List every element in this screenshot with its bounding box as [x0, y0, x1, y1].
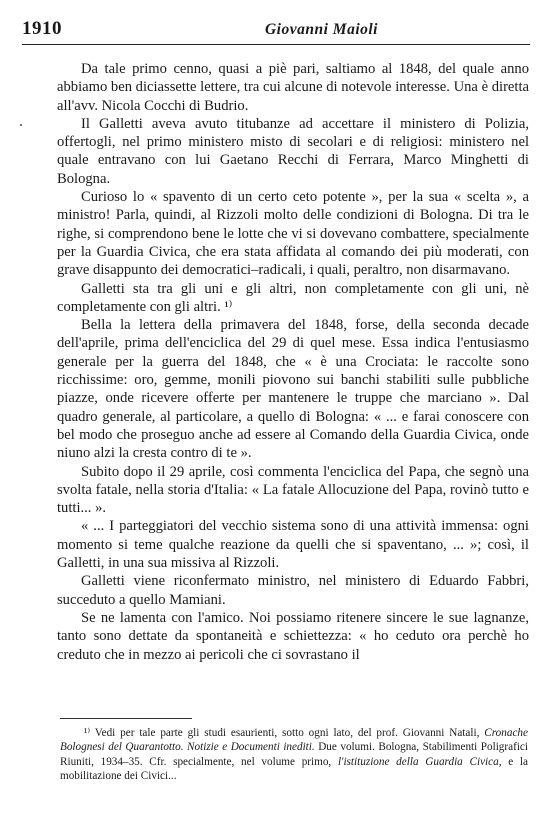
paragraph: Bella la lettera della primavera del 1848, forse, della seconda decade dell'aprile, prima dell'enciclica del 29 di quel mese. Essa indica l'entusiasmo generale per la guerra del 1848, che « è una Crociata: le raccolte sono ricchissime: oro, gemme, monili piovono sui banchi stabiliti sulle pubbliche piazze, onde ricevere offerte per mantenere le truppe che marciano ». Dal quadro generale, al particolare, a quello di Bologna: « ... e farai conoscere con bel modo che proseguo anche ad essere al Comando della Guardia Civica, onde niuno alzi la cresta contro di te ».: [57, 317, 529, 462]
footnote-marker: ¹⁾: [84, 727, 91, 739]
footnote-title: l'istituzione della Guardia Civica,: [337, 755, 502, 768]
paragraph: Subito dopo il 29 aprile, così commenta l'enciclica del Papa, che segnò una svolta fatale, nella storia d'Italia: « La fatale Allocuzione del Papa, rovinò tutto e tutti... ».: [57, 463, 529, 517]
paragraph: Galletti viene riconfermato ministro, nel ministero di Eduardo Fabbri, succeduto a quello Mamiani.: [57, 573, 529, 608]
paragraph: « ... I parteggiatori del vecchio sistema sono di una attività immensa: ogni momento si teme qualche reazione da quelli che si spaventano, ... »; così, il Galletti, in una sua missiva al Rizzoli.: [57, 518, 529, 572]
footnote-text: e la mobilitazione dei Civici...: [60, 755, 528, 782]
footnote-title: Cronache Bolognesi del Quarantotto. Notizie e Documenti inediti.: [60, 727, 528, 754]
paragraph: Da tale primo cenno, quasi a piè pari, saltiamo al 1848, del quale anno abbiamo ben diciassette lettere, tra cui alcune di notevole interesse. Una è diretta all'avv. Nicola Cocchi di Budrio.: [57, 61, 529, 114]
margin-mark: [20, 124, 22, 126]
paragraph: Il Galletti aveva avuto titubanze ad accettare il ministero di Polizia, offertogli, nel primo ministero misto di secolari e di religiosi: ministero nel quale entravano con lui Gaetano Recchi di Ferrara, Marco Minghetti di Bologna.: [57, 115, 529, 187]
header-rule: [22, 44, 530, 45]
page-header: [22, 18, 528, 40]
page-number: 1910: [22, 18, 62, 39]
footnote-text: Vedi per tale parte gli studi esaurienti, sotto ogni lato, del prof. Giovanni Natali,: [94, 727, 480, 739]
footnote: [60, 726, 528, 783]
body-text: [57, 60, 529, 664]
paragraph: Se ne lamenta con l'amico. Noi possiamo ritenere sincere le sue lagnanze, tanto sono dettate da spontaneità e schiettezza: « ho ceduto ora perchè ho creduto che in mezzo ai pericoli che ci sovrastano il: [57, 609, 529, 663]
paragraph: Galletti sta tra gli uni e gli altri, non completamente con gli uni, nè completamente con gli altri. ¹⁾: [57, 280, 529, 315]
footnote-paragraph: [60, 726, 528, 783]
footnote-rule: [60, 718, 192, 719]
paragraph: Curioso lo « spavento di un certo ceto potente », per la sua « scelta », a ministro! Parla, quindi, al Rizzoli molto delle condizioni di Bologna. Di tra le righe, si comprendono bene le lotte che vi si dovevano combattere, specialmente per la Guardia Civica, che era stata affidata al comando dei più moderati, con grave disappunto dei democratici–radicali, i quali, peraltro, non disarmavano.: [57, 189, 529, 279]
running-head: Giovanni Maioli: [264, 21, 378, 38]
footnote-text: Due volumi. Bologna, Stabilimenti Poligrafici Riuniti, 1934–35. Cfr. specialmente, nel volume primo,: [60, 741, 529, 768]
